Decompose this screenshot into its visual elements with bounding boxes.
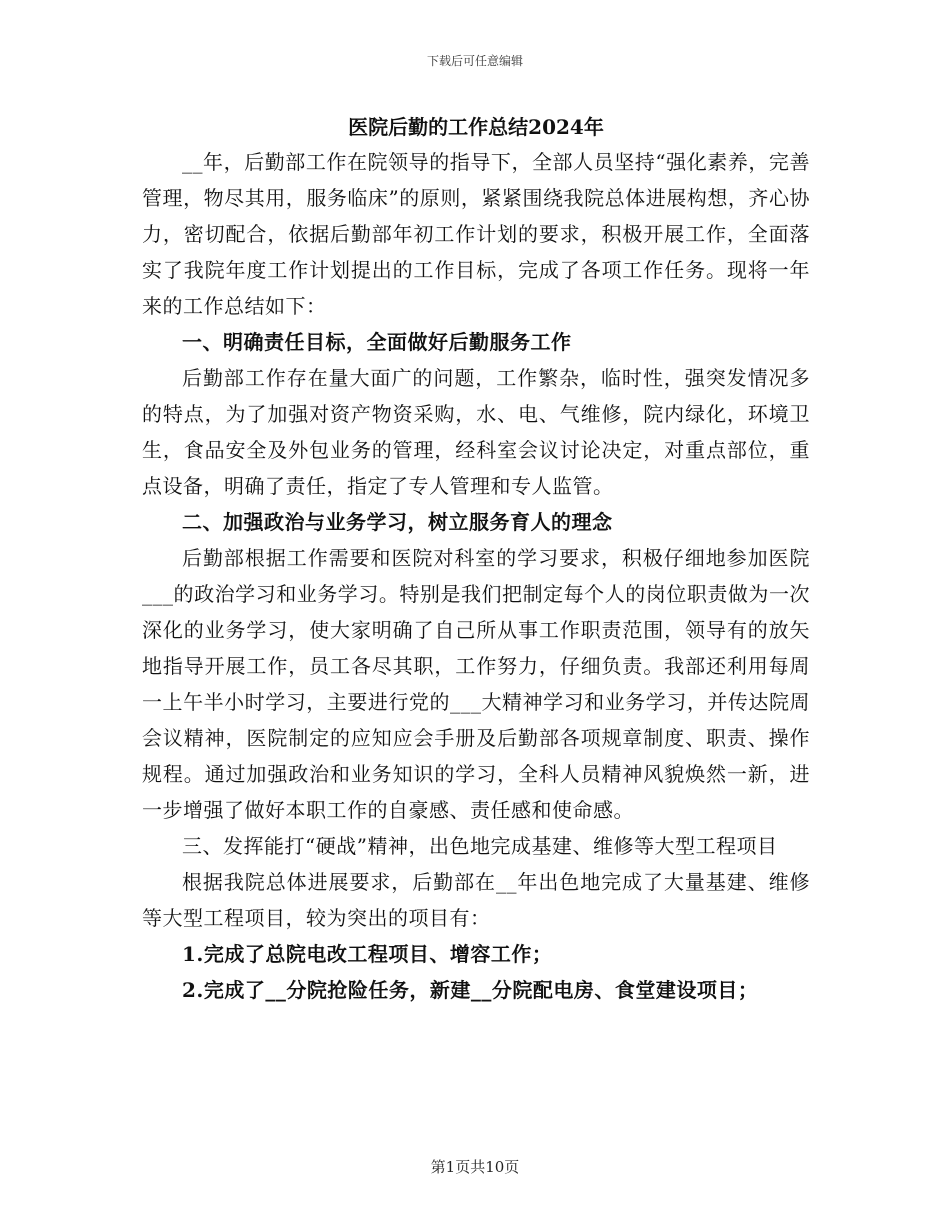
page-header-note: 下载后可任意编辑 [426, 54, 523, 68]
document-title: 医院后勤的工作总结2024年 [348, 115, 604, 139]
document-body [142, 110, 810, 1008]
page-number: 第1页共10页 [430, 1158, 520, 1176]
section-3-heading: 三、发挥能打“硬战”精神，出色地完成基建、维修等大型工程项目 [182, 834, 778, 858]
section-1-heading: 一、明确责任目标，全面做好后勤服务工作 [182, 330, 572, 354]
list-item-2: 2.完成了__分院抢险任务，新建__分院配电房、食堂建设项目； [182, 978, 759, 1002]
section-2-heading: 二、加强政治与业务学习，树立服务育人的理念 [182, 510, 613, 534]
intro-paragraph: __年，后勤部工作在院领导的指导下，全部人员坚持“强化素养，完善管理，物尽其用，服务临床”的原则，紧紧围绕我院总体进展构想，齐心协力，密切配合，依据后勤部年初工作计划的要求，积极开展工作，全面落实了我院年度工作计划提出的工作目标，完成了各项工作任务。现将一年来的工作总结如下： [142, 150, 810, 318]
list-item-1: 1.完成了总院电改工程项目、增容工作； [182, 942, 553, 966]
section-1-body: 后勤部工作存在量大面广的问题，工作繁杂，临时性，强突发情况多的特点，为了加强对资产物资采购，水、电、气维修，院内绿化，环境卫生，食品安全及外包业务的管理，经科室会议讨论决定，对重点部位，重点设备，明确了责任，指定了专人管理和专人监管。 [142, 366, 810, 498]
section-3-body: 根据我院总体进展要求，后勤部在__年出色地完成了大量基建、维修等大型工程项目，较为突出的项目有： [142, 870, 810, 930]
section-2-body: 后勤部根据工作需要和医院对科室的学习要求，积极仔细地参加医院___的政治学习和业务学习。特别是我们把制定每个人的岗位职责做为一次深化的业务学习，使大家明确了自己所从事工作职责范围，领导有的放矢地指导开展工作，员工各尽其职，工作努力，仔细负责。我部还利用每周一上午半小时学习，主要进行党的___大精神学习和业务学习，并传达院周会议精神，医院制定的应知应会手册及后勤部各项规章制度、职责、操作规程。通过加强政治和业务知识的学习，全科人员精神风貌焕然一新，进一步增强了做好本职工作的自豪感、责任感和使命感。 [142, 546, 810, 822]
